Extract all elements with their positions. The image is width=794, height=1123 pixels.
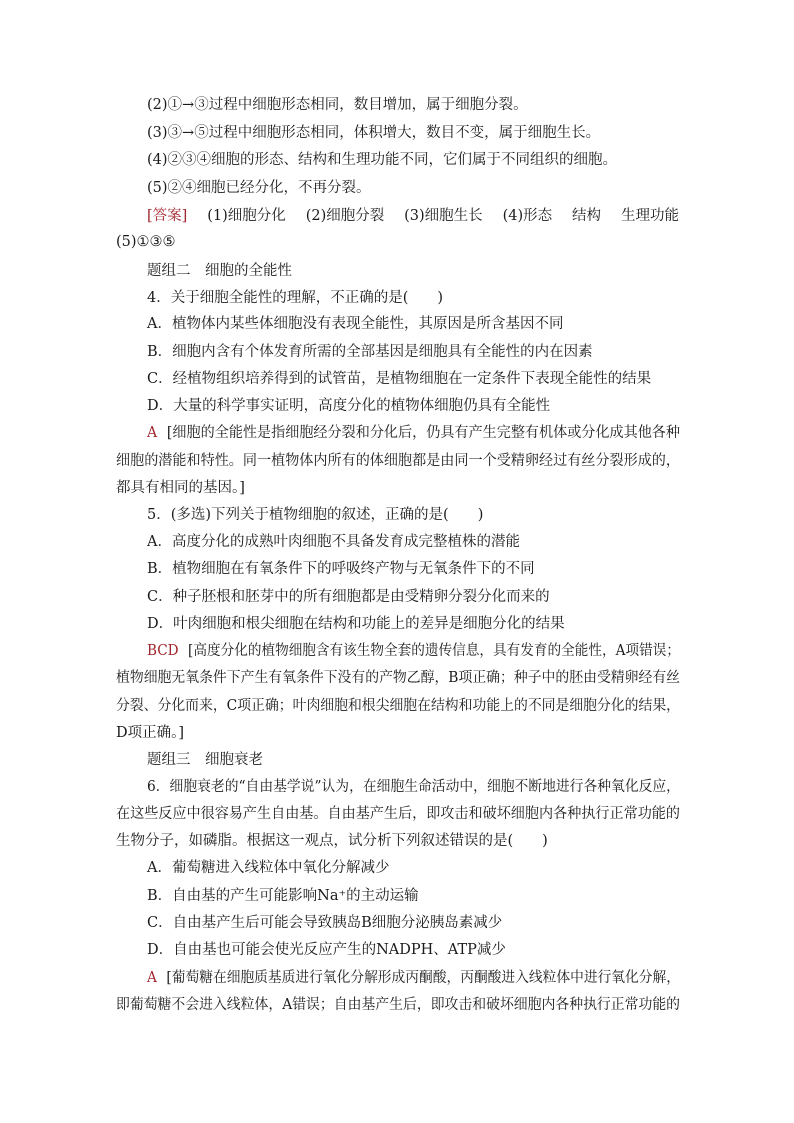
explanation-line: 即葡萄糖不会进入线粒体，A错误；自由基产生后，即攻击和破坏细胞内各种执行正常功能的 [116,997,681,1013]
explanation-text: [细胞的全能性是指细胞经分裂和分化后，仍具有产生完整有机体或分化成其他各种 [166,425,681,441]
explanation-line: D项正确。] [116,725,185,741]
option-c: C．种子胚根和胚芽中的所有细胞都是由受精卵分裂分化而来的 [147,589,550,605]
option-a: A．植物体内某些体细胞没有表现全能性，其原因是所含基因不同 [147,316,564,332]
answer-line [147,206,679,226]
explanation-text: [葡萄糖在细胞质基质进行氧化分解形成丙酮酸，丙酮酸进入线粒体中进行氧化分解， [166,970,680,986]
question-stem: 5．(多选)下列关于植物细胞的叙述，正确的是( ) [147,507,484,523]
explanation-line: 植物细胞无氧条件下产生有氧条件下没有的产物乙醇，B项正确；种子中的胚由受精卵经有丝 [116,670,681,686]
question-stem: 在这些反应中很容易产生自由基。自由基产生后，即攻击和破坏细胞内各种执行正常功能的 [116,806,680,822]
option-b: B．植物细胞在有氧条件下的呼吸终产物与无氧条件下的不同 [147,561,535,577]
option-d: D．大量的科学事实证明，高度分化的植物体细胞仍具有全能性 [147,398,551,414]
section-title: 题组三 细胞衰老 [147,752,263,768]
answer-part: 生理功能 [620,208,679,224]
option-c: C．经植物组织培养得到的试管苗，是植物细胞在一定条件下表现全能性的结果 [147,371,652,387]
answer-letter: A [147,425,158,441]
explanation-line: 分裂、分化而来，C项正确；叶肉细胞和根尖细胞在结构和功能上的不同是细胞分化的结果， [116,698,681,714]
answer-part: (4)形态 [502,208,553,224]
explanation-line [147,968,680,988]
answer-tag: [答案] [147,208,188,224]
option-a: A．葡萄糖进入线粒体中氧化分解减少 [147,860,390,876]
explanation-line: 都具有相同的基因。] [116,480,245,496]
analysis-item-5: (5)②④细胞已经分化，不再分裂。 [147,180,371,196]
option-b: B．自由基的产生可能影响Na⁺的主动运输 [147,888,419,904]
answer-part: (2)细胞分裂 [305,208,385,224]
analysis-item-2: (2)①→③过程中细胞形态相同，数目增加，属于细胞分裂。 [147,97,528,113]
question-stem: 4．关于细胞全能性的理解，不正确的是( ) [147,290,444,306]
option-a: A．高度分化的成熟叶肉细胞不具备发育成完整植株的潜能 [147,534,520,550]
question-stem: 生物分子，如磷脂。根据这一观点，试分析下列叙述错误的是( ) [116,833,548,849]
option-c: C．自由基产生后可能会导致胰岛B细胞分泌胰岛素减少 [147,915,503,931]
explanation-text: [高度分化的植物细胞含有该生物全套的遗传信息，具有发育的全能性，A项错误； [188,643,680,659]
analysis-item-4: (4)②③④细胞的形态、结构和生理功能不同，它们属于不同组织的细胞。 [147,152,618,168]
question-stem: 6．细胞衰老的“自由基学说”认为，在细胞生命活动中，细胞不断地进行各种氧化反应， [147,779,680,795]
answer-letter: A [147,970,157,986]
option-b: B．细胞内含有个体发育所需的全部基因是细胞具有全能性的内在因素 [147,344,593,360]
option-d: D．自由基也可能会使光反应产生的NADPH、ATP减少 [147,942,506,958]
analysis-item-3: (3)③→⑤过程中细胞形态相同，体积增大，数目不变，属于细胞生长。 [147,125,601,141]
answer-letter: BCD [147,643,179,659]
answer-continuation: (5)①③⑤ [116,234,176,250]
answer-part: 结构 [572,208,602,224]
option-d: D．叶肉细胞和根尖细胞在结构和功能上的差异是细胞分化的结果 [147,616,565,632]
answer-part: (3)细胞生长 [404,208,483,224]
explanation-line [147,641,680,661]
answer-part: (1)细胞分化 [207,208,286,224]
explanation-line [147,423,680,443]
section-title: 题组二 细胞的全能性 [147,263,292,279]
explanation-line: 细胞的潜能和特性。同一植物体内所有的体细胞都是由同一个受精卵经过有丝分裂形成的， [116,453,680,469]
